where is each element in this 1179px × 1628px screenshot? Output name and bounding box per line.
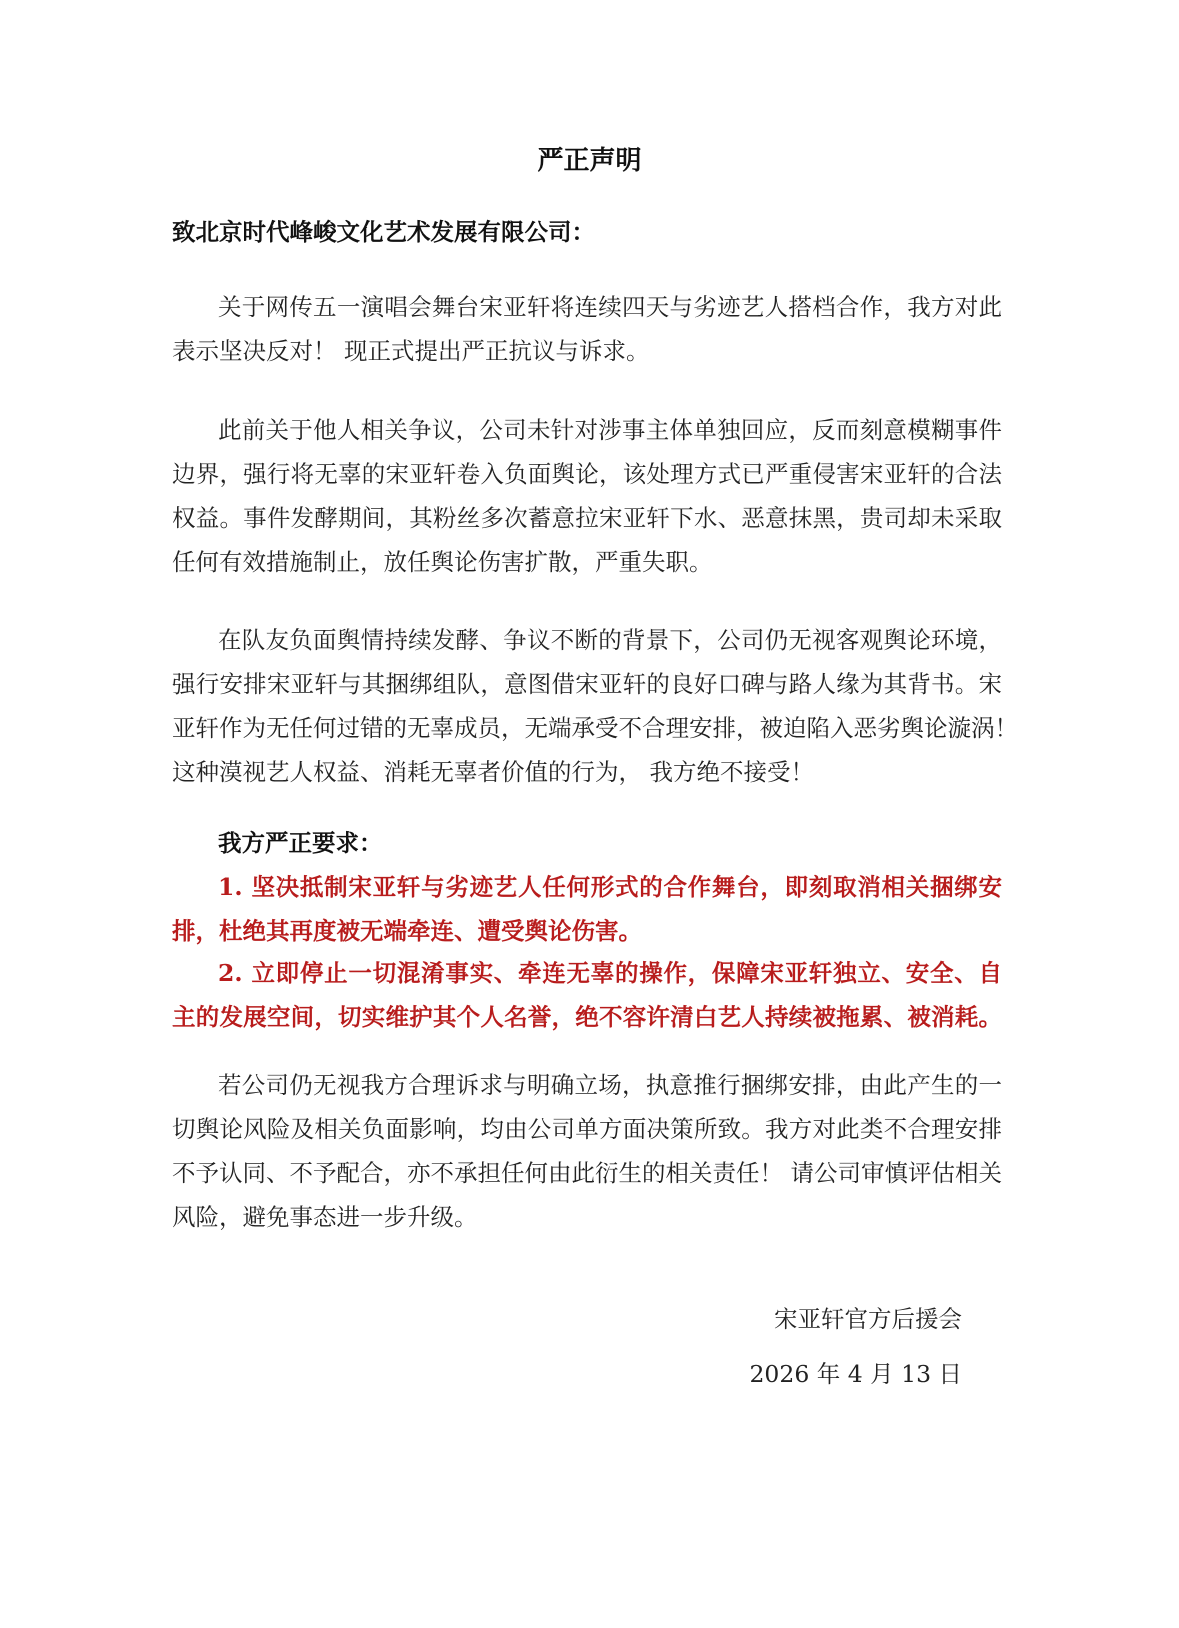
paragraph-line: 在队友负面舆情持续发酵、争议不断的背景下，公司仍无视客观舆论环境， bbox=[218, 626, 1002, 654]
paragraph-3 bbox=[172, 618, 1018, 794]
greeting-line: 致北京时代峰峻文化艺术发展有限公司： bbox=[172, 218, 595, 246]
paragraph-line: 边界，强行将无辜的宋亚轩卷入负面舆论，该处理方式已严重侵害宋亚轩的合法 bbox=[172, 460, 1002, 488]
paragraph-line: 风险，避免事态进一步升级。 bbox=[172, 1203, 478, 1231]
paragraph-line: 权益。事件发酵期间，其粉丝多次蓄意拉宋亚轩下水、恶意抹黑，贵司却未采取 bbox=[172, 504, 1002, 532]
paragraph-2 bbox=[172, 408, 1002, 584]
greeting bbox=[172, 210, 1002, 254]
paragraph-line: 强行安排宋亚轩与其捆绑组队，意图借宋亚轩的良好口碑与路人缘为其背书。宋 bbox=[172, 670, 1002, 698]
demands-heading-line: 我方严正要求： bbox=[218, 829, 383, 857]
paragraph-line: 若公司仍无视我方合理诉求与明确立场，执意推行捆绑安排，由此产生的一 bbox=[218, 1071, 1002, 1099]
paragraph-1 bbox=[172, 285, 1002, 373]
paragraph-line: 关于网传五一演唱会舞台宋亚轩将连续四天与劣迹艺人搭档合作，我方对此 bbox=[218, 293, 1002, 321]
demand-2 bbox=[172, 951, 1002, 1039]
demand-line: 主的发展空间，切实维护其个人名誉，绝不容许清白艺人持续被拖累、被消耗。 bbox=[172, 1003, 1002, 1031]
demand-line: 排，杜绝其再度被无端牵连、遭受舆论伤害。 bbox=[172, 917, 642, 945]
paragraph-line: 表示坚决反对！ 现正式提出严正抗议与诉求。 bbox=[172, 337, 650, 365]
demand-line: 2. 立即停止一切混淆事实、牵连无辜的操作，保障宋亚轩独立、安全、自 bbox=[218, 959, 1002, 987]
demands-heading bbox=[172, 821, 1002, 865]
paragraph-line: 任何有效措施制止，放任舆论伤害扩散，严重失职。 bbox=[172, 548, 713, 576]
date: 2026 年 4 月 13 日 bbox=[749, 1360, 962, 1388]
demand-1 bbox=[172, 865, 1002, 953]
paragraph-line: 此前关于他人相关争议，公司未针对涉事主体单独回应，反而刻意模糊事件 bbox=[218, 416, 1002, 444]
paragraph-line: 不予认同、不予配合，亦不承担任何由此衍生的相关责任！ 请公司审慎评估相关 bbox=[172, 1159, 1002, 1187]
paragraph-line: 切舆论风险及相关负面影响，均由公司单方面决策所致。我方对此类不合理安排 bbox=[172, 1115, 1002, 1143]
paragraph-4 bbox=[172, 1063, 1002, 1239]
document-title: 严正声明 bbox=[537, 146, 642, 176]
paragraph-line: 这种漠视艺人权益、消耗无辜者价值的行为， 我方绝不接受！ bbox=[172, 758, 814, 786]
paragraph-line: 亚轩作为无任何过错的无辜成员，无端承受不合理安排，被迫陷入恶劣舆论漩涡！ bbox=[172, 714, 1018, 742]
signature: 宋亚轩官方后援会 bbox=[774, 1305, 962, 1333]
demand-line: 1. 坚决抵制宋亚轩与劣迹艺人任何形式的合作舞台，即刻取消相关捆绑安 bbox=[218, 873, 1002, 901]
